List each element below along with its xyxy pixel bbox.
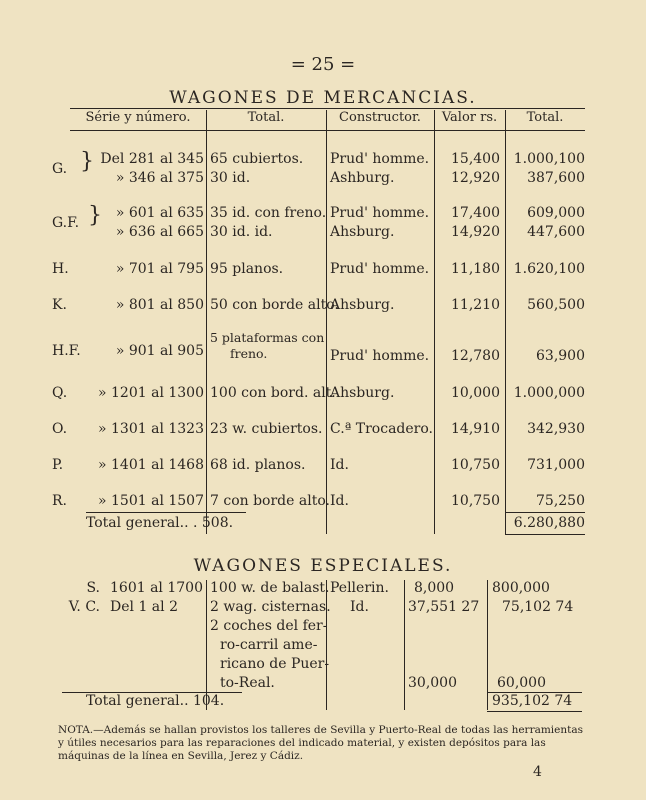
row-value: 14,920 [451,224,500,240]
row-constructor: Prud' homme. [330,151,430,167]
row-total: 447,600 [527,224,585,240]
row-code: K. [52,297,67,313]
row-value: 14,910 [451,421,500,437]
row-value: 8,000 [414,580,455,596]
header-grand-total: Total. [526,110,564,125]
row-code: G.F. [52,215,80,231]
brace-glyph: } [80,149,94,174]
row-value: 10,000 [451,385,500,401]
row-desc: 2 coches del fer- [210,618,328,634]
row-total: 560,500 [527,297,585,313]
row-code: H.F. [52,343,81,359]
total-general-label-s2: Total general.. 104. [86,693,225,709]
row-desc: 65 cubiertos. [210,151,304,167]
row-series: » 636 al 665 [115,224,204,240]
page-number: = 25 = [290,54,356,75]
row-series: » 346 al 375 [115,170,204,186]
row-value: 12,780 [451,348,500,364]
row-series: » 1201 al 1300 [98,385,204,401]
row-desc: 30 id. [210,170,251,186]
row-code: V. C. [68,599,100,615]
row-series: Del 1 al 2 [110,599,178,615]
column-divider-s2-1 [206,580,207,710]
grand-total-underline [505,534,585,535]
row-total: 75,102 74 [502,599,574,615]
column-divider-s2-4 [487,580,488,710]
row-desc: 35 id. con freno. [210,205,327,221]
row-constructor: Ahsburg. [330,297,395,313]
column-divider-2 [326,110,327,534]
row-series: Del 281 al 345 [100,151,204,167]
row-total: 75,250 [536,493,585,509]
row-total: 800,000 [492,580,550,596]
row-desc: 2 wag. cisternas. [210,599,331,615]
row-value: 12,920 [451,170,500,186]
row-code: S. [86,580,100,596]
row-code: G. [52,161,68,177]
row-constructor: Prud' homme. [330,348,430,364]
row-code: Q. [52,385,68,401]
grand-total-value: 6.280,880 [513,515,585,531]
row-total: 731,000 [527,457,585,473]
page-signature-mark: 4 [533,764,542,780]
row-value: 30,000 [408,675,457,691]
row-total: 1.620,100 [513,261,585,277]
row-value: 10,750 [451,493,500,509]
section-title-especiales: WAGONES ESPECIALES. [193,556,453,576]
row-value: 10,750 [451,457,500,473]
row-constructor: Pellerin. [330,580,389,596]
row-value: 15,400 [451,151,500,167]
grand-total-value-s2: 935,102 74 [492,693,573,709]
row-value: 37,551 27 [408,599,480,615]
row-code: H. [52,261,69,277]
header-bottom-rule [70,130,585,131]
row-desc: 7 con borde alto. [210,493,330,509]
grand-total-rule [505,512,585,513]
section-title-mercancias: WAGONES DE MERCANCIAS. [169,88,477,108]
header-serie: Série y número. [85,110,191,125]
row-series: » 1501 al 1507 [98,493,204,509]
row-total: 1.000,100 [513,151,585,167]
row-total: 609,000 [527,205,585,221]
row-series: 1601 al 1700 [110,580,203,596]
row-code: P. [52,457,64,473]
row-desc: ro-carril ame- [220,637,318,653]
row-value: 11,180 [451,261,500,277]
brace-glyph: } [88,203,102,228]
header-top-rule [70,108,585,109]
row-code: O. [52,421,68,437]
row-total: 60,000 [497,675,546,691]
row-desc: 50 con borde alto. [210,297,339,313]
row-constructor: Ahsburg. [330,385,395,401]
column-divider-s2-3 [404,580,405,710]
row-constructor: C.ª Trocadero. [330,421,433,437]
row-series: » 901 al 905 [115,343,204,359]
header-total: Total. [247,110,285,125]
row-value: 11,210 [451,297,500,313]
header-valor: Valor rs. [441,110,498,125]
row-total: 1.000,000 [513,385,585,401]
row-desc: 68 id. planos. [210,457,306,473]
row-desc: 100 con bord. alt. [210,385,336,401]
row-desc: ricano de Puer- [220,656,330,672]
row-desc: 100 w. de balast. [210,580,330,596]
row-constructor: Id. [350,599,369,615]
row-constructor: Prud' homme. [330,205,430,221]
row-desc: 23 w. cubiertos. [210,421,323,437]
row-desc: freno. [230,346,268,361]
column-divider-1 [206,110,207,534]
row-value: 17,400 [451,205,500,221]
total-rule [86,512,246,513]
row-desc: 95 planos. [210,261,284,277]
row-series: » 1401 al 1468 [98,457,204,473]
row-series: » 601 al 635 [115,205,204,221]
row-constructor: Id. [330,493,349,509]
row-constructor: Id. [330,457,349,473]
row-desc: 30 id. id. [210,224,273,240]
row-series: » 701 al 795 [115,261,204,277]
grand-total-underline-s2 [487,711,582,712]
row-constructor: Prud' homme. [330,261,430,277]
header-constructor: Constructor. [339,110,421,125]
total-general-label: Total general.. . 508. [86,515,234,531]
row-total: 387,600 [527,170,585,186]
footnote: NOTA.—Además se hallan provistos los talleres de Sevilla y Puerto-Real de todas las herramientas y útiles necesarios para las reparaciones del indicado material, y existen depósitos para las máquinas de la línea en Sevilla, Jerez y Cádiz. [58,724,584,762]
row-total: 342,930 [527,421,585,437]
row-desc: to-Real. [220,675,275,691]
row-constructor: Ahsburg. [330,224,395,240]
row-series: » 801 al 850 [115,297,204,313]
row-constructor: Ashburg. [330,170,395,186]
row-series: » 1301 al 1323 [98,421,204,437]
row-code: R. [52,493,67,509]
row-total: 63,900 [536,348,585,364]
row-desc: 5 plataformas con [210,330,325,345]
